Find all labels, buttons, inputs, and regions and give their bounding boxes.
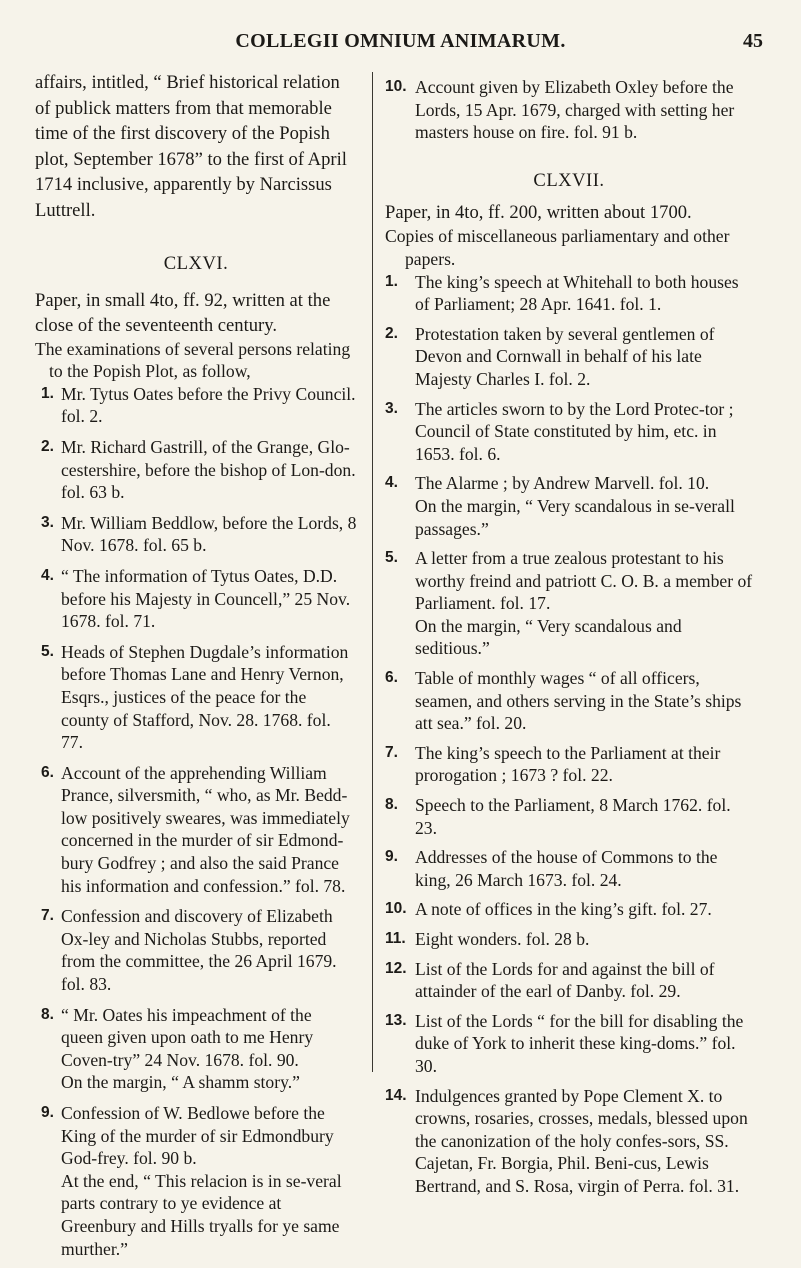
continued-paragraph: affairs, intitled, “ Brief historical relation of publick matters from that memorable time of the first discovery of the Popish plot, September 1678” to the first of April 1714 inclusive, apparently by Narcissus Luttrell. xyxy=(35,72,347,221)
list-item xyxy=(385,1085,753,1198)
list-item xyxy=(35,1102,357,1260)
item-text: The king’s speech at Whitehall to both houses of Parliament; 28 Apr. 1641. fol. 1. xyxy=(415,271,739,315)
item-number: 1. xyxy=(41,384,54,402)
running-title: COLLEGII OMNIUM ANIMARUM. xyxy=(235,30,566,52)
item-text: Account of the apprehending William Prance, silversmith, “ who, as Mr. Bedd-low positively sweares, was immediately concerned in the murder of sir Edmond-bury Godfrey ; and also the said Prance his information and confession.” fol. 78. xyxy=(61,762,350,896)
list-item xyxy=(35,905,357,995)
section-heading-clxvi: Paper, in small 4to, ff. 92, written at the close of the seventeenth century. xyxy=(35,289,331,336)
item-number: 3. xyxy=(41,513,54,531)
item-number: 2. xyxy=(385,324,398,342)
list-item xyxy=(35,512,357,557)
item-number: 6. xyxy=(385,669,398,687)
item-number: 11. xyxy=(385,930,406,947)
item-text: Mr. William Beddlow, before the Lords, 8 Nov. 1678. fol. 65 b. xyxy=(61,512,357,556)
item-number: 12. xyxy=(385,959,407,977)
list-item xyxy=(385,271,753,316)
item-text: A letter from a true zealous protestant to his worthy freind and patriott C. O. B. a member of Parliament. fol. 17. xyxy=(415,548,753,614)
item-text: “ The information of Tytus Oates, D.D. before his Majesty in Councell,” 25 Nov. 1678. fol. 71. xyxy=(61,565,351,632)
item-text: The king’s speech to the Parliament at their prorogation ; 1673 ? fol. 22. xyxy=(415,742,721,786)
item-number: 9. xyxy=(385,848,398,866)
item-text: Eight wonders. fol. 28 b. xyxy=(415,929,590,949)
item-text: Addresses of the house of Commons to the king, 26 March 1673. fol. 24. xyxy=(415,847,718,890)
list-item xyxy=(385,472,753,540)
list-item xyxy=(385,846,753,891)
item-number: 1. xyxy=(385,272,398,290)
item-text: Confession of W. Bedlowe before the King of the murder of sir Edmondbury God-frey. fol. 90 b. xyxy=(61,1103,334,1169)
list-item xyxy=(385,742,753,787)
item-text: Heads of Stephen Dugdale’s information before Thomas Lane and Henry Vernon, Esqrs., justices of the peace for the county of Stafford, Nov. 28. 1768. fol. 77. xyxy=(61,641,349,753)
item-text: Speech to the Parliament, 8 March 1762. fol. 23. xyxy=(415,795,731,838)
list-item xyxy=(385,398,753,466)
list-item xyxy=(35,1004,357,1094)
list-item xyxy=(385,898,753,921)
list-item xyxy=(385,667,753,735)
section-heading-clxvii: Paper, in 4to, ff. 200, written about 1700. xyxy=(385,202,692,224)
item-text: Protestation taken by several gentlemen of Devon and Cornwall in behalf of his late Majesty Charles I. fol. 2. xyxy=(415,323,715,389)
item-number: 13. xyxy=(385,1011,407,1029)
item-text: Table of monthly wages “ of all officers, seamen, and others serving in the State’s ships att sea.” fol. 20. xyxy=(415,668,742,734)
item-note: On the margin, “ Very scandalous and seditious.” xyxy=(415,615,682,659)
item-note: At the end, “ This relacion is in se-veral parts contrary to ye evidence at Greenbury and Hills tryalls for ye same murther.” xyxy=(61,1170,342,1259)
item-text: Account given by Elizabeth Oxley before the Lords, 15 Apr. 1679, charged with setting her masters house on fire. fol. 91 b. xyxy=(415,77,735,143)
item-number: 7. xyxy=(41,907,54,925)
item-note: On the margin, “ Very scandalous in se-verall passages.” xyxy=(415,495,735,539)
item-number: 5. xyxy=(385,549,398,567)
right-column xyxy=(385,70,753,1205)
section-description-clxvii: Copies of miscellaneous parliamentary and other papers. xyxy=(385,226,730,269)
list-item xyxy=(385,323,753,391)
item-number: 5. xyxy=(41,642,54,660)
item-number: 10. xyxy=(385,900,407,918)
list-item xyxy=(35,383,357,428)
item-number: 8. xyxy=(41,1005,54,1023)
item-text: Mr. Tytus Oates before the Privy Council. fol. 2. xyxy=(61,383,356,427)
item-number: 9. xyxy=(41,1104,54,1121)
list-item xyxy=(35,436,357,504)
list-item xyxy=(385,76,753,144)
section-title-clxvi: CLXVI. xyxy=(163,253,229,274)
list-item xyxy=(385,547,753,660)
left-column xyxy=(35,70,357,1268)
column-divider xyxy=(372,72,373,1072)
item-text: Confession and discovery of Elizabeth Ox-ley and Nicholas Stubbs, reported from the committee, the 26 April 1679. fol. 83. xyxy=(61,906,337,995)
item-number: 7. xyxy=(385,743,398,761)
item-text: “ Mr. Oates his impeachment of the queen given upon oath to me Henry Coven-try” 24 Nov. 1678. fol. 90. xyxy=(61,1004,314,1070)
list-item xyxy=(385,1010,753,1078)
list-item xyxy=(385,794,753,839)
item-note: On the margin, “ A shamm story.” xyxy=(61,1072,300,1093)
list-item xyxy=(35,762,357,898)
item-text: The articles sworn to by the Lord Protec-tor ; Council of State constituted by him, etc. in 1653. fol. 6. xyxy=(415,398,734,464)
section-description-clxvi: The examinations of several persons relating to the Popish Plot, as follow, xyxy=(35,338,351,382)
page-header xyxy=(0,30,801,60)
item-text: List of the Lords “ for the bill for disabling the duke of York to inherit these king-doms.” fol. 30. xyxy=(415,1010,744,1076)
list-item xyxy=(35,565,357,633)
item-number: 4. xyxy=(41,566,54,584)
item-text: List of the Lords for and against the bill of attainder of the earl of Danby. fol. 29. xyxy=(415,958,715,1002)
item-text: Mr. Richard Gastrill, of the Grange, Glo-cestershire, before the bishop of Lon-don. fol. 63 b. xyxy=(61,436,356,503)
item-number: 3. xyxy=(385,399,398,417)
item-text: Indulgences granted by Pope Clement X. to crowns, rosaries, crosses, medals, blessed upon the canonization of the holy confes-sors, SS. Cajetan, Fr. Borgia, Phil. Beni-cus, Lewis Bertrand, and S. Rosa, virgin of Perra. fol. 31. xyxy=(415,1085,748,1196)
list-item xyxy=(385,928,753,951)
item-number: 14. xyxy=(385,1086,407,1104)
item-number: 2. xyxy=(41,437,54,455)
item-list-clxvi xyxy=(35,383,357,1260)
item-number: 8. xyxy=(385,796,398,814)
item-list-clxvii xyxy=(385,271,753,1198)
item-number: 10. xyxy=(385,78,407,95)
item-number: 4. xyxy=(385,474,398,492)
item-text: A note of offices in the king’s gift. fol. 27. xyxy=(415,899,712,920)
list-item xyxy=(385,958,753,1003)
page-number: 45 xyxy=(743,30,763,52)
item-number: 6. xyxy=(41,763,54,781)
item-text: The Alarme ; by Andrew Marvell. fol. 10. xyxy=(415,473,710,494)
list-item xyxy=(35,641,357,754)
section-title-clxvii: CLXVII. xyxy=(533,169,605,191)
